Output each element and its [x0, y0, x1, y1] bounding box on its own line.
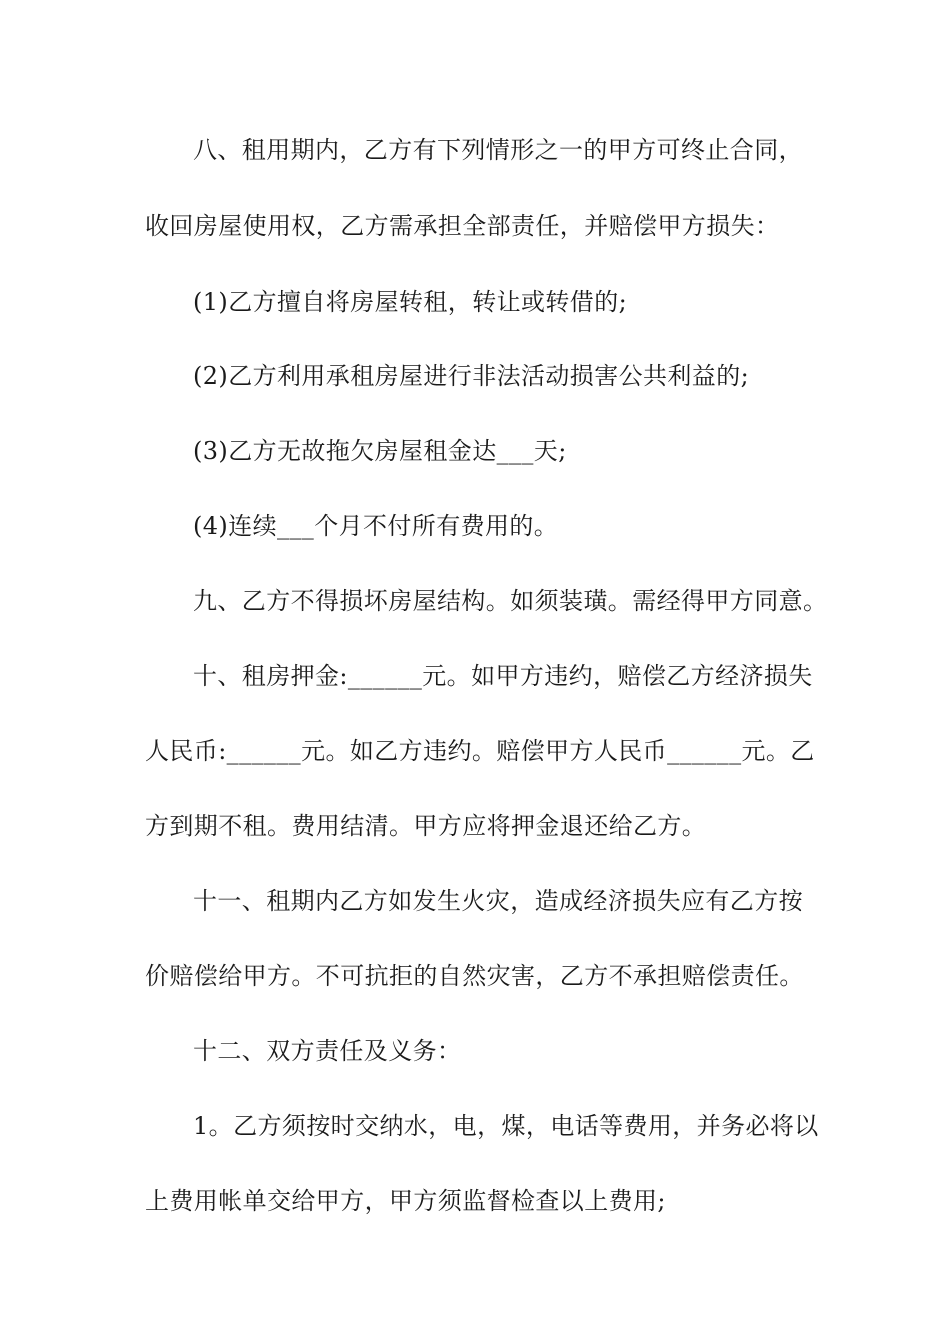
clause-8-item-2: (2)乙方利用承租房屋进行非法活动损害公共利益的; [193, 362, 750, 390]
clause-8-line-1: 八、租用期内，乙方有下列情形之一的甲方可终止合同， [193, 136, 803, 164]
clause-8-line-2: 收回房屋使用权，乙方需承担全部责任，并赔偿甲方损失： [145, 212, 780, 240]
clause-11-line-1: 十一、租期内乙方如发生火灾，造成经济损失应有乙方按 [193, 887, 803, 915]
clause-8-item-1: (1)乙方擅自将房屋转租，转让或转借的; [193, 288, 628, 316]
clause-8-item-3: (3)乙方无故拖欠房屋租金达___天; [193, 437, 567, 465]
clause-10-line-3: 方到期不租。费用结清。甲方应将押金退还给乙方。 [145, 812, 707, 840]
clause-12-item-1-line-2: 上费用帐单交给甲方，甲方须监督检查以上费用; [145, 1187, 666, 1215]
clause-12-item-1-line-1: 1。乙方须按时交纳水，电，煤，电话等费用，并务必将以 [193, 1112, 819, 1140]
clause-10-line-2: 人民币:______元。如乙方违约。赔偿甲方人民币______元。乙 [145, 737, 815, 765]
clause-12-heading: 十二、双方责任及义务： [193, 1037, 462, 1065]
clause-10-line-1: 十、租房押金:______元。如甲方违约，赔偿乙方经济损失 [193, 662, 813, 690]
clause-8-item-4: (4)连续___个月不付所有费用的。 [193, 512, 559, 540]
clause-9-line-1: 九、乙方不得损坏房屋结构。如须装璜。需经得甲方同意。 [193, 587, 828, 615]
clause-11-line-2: 价赔偿给甲方。不可抗拒的自然灾害，乙方不承担赔偿责任。 [145, 962, 804, 990]
